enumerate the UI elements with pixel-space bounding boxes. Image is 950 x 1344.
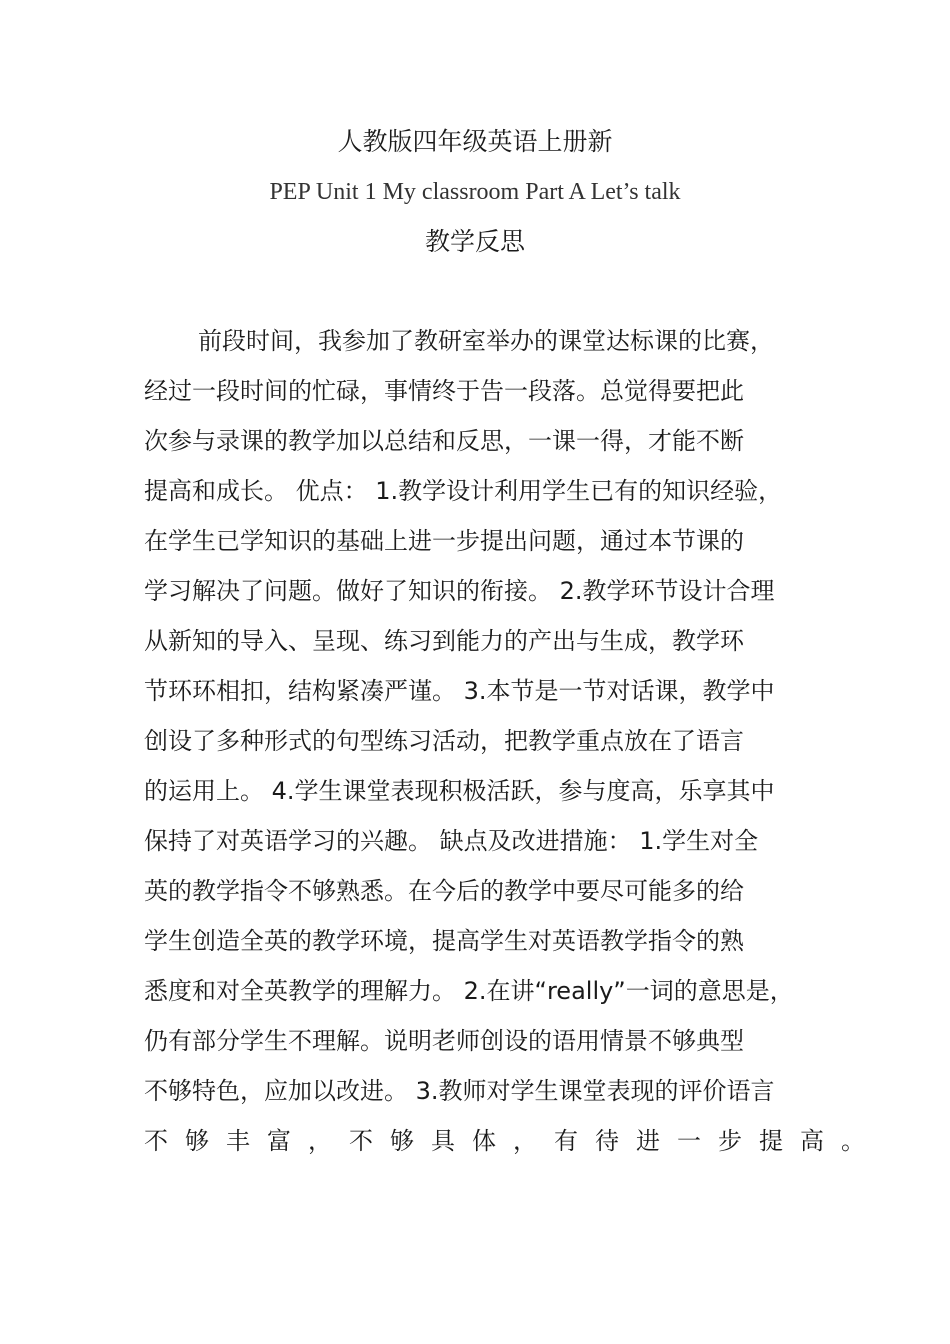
body-line: 不够特色，应加以改进。 3.教师对学生课堂表现的评价语言 [144, 1077, 775, 1105]
body-line: 经过一段时间的忙碌，事情终于告一段落。总觉得要把此 [144, 377, 744, 405]
body-line: 提高和成长。 优点： 1.教学设计利用学生已有的知识经验， [144, 477, 783, 505]
body-line: 仍有部分学生不理解。说明老师创设的语用情景不够典型 [144, 1027, 744, 1055]
body-line: 保持了对英语学习的兴趣。 缺点及改进措施： 1.学生对全 [144, 827, 759, 855]
body-line: 次参与录课的教学加以总结和反思，一课一得，才能不断 [144, 427, 744, 455]
body-line: 前段时间，我参加了教研室举办的课堂达标课的比赛， [198, 327, 774, 355]
body-line: 从新知的导入、呈现、练习到能力的产出与生成，教学环 [144, 627, 744, 655]
body-line: 的运用上。 4.学生课堂表现积极活跃，参与度高，乐享其中 [144, 777, 775, 805]
body-line: 创设了多种形式的句型练习活动，把教学重点放在了语言 [144, 727, 744, 755]
body-line: 节环环相扣，结构紧凑严谨。 3.本节是一节对话课，教学中 [144, 677, 775, 705]
document-subtitle-chinese: 教学反思 [424, 227, 525, 256]
body-line: 学生创造全英的教学环境，提高学生对英语教学指令的熟 [144, 927, 744, 955]
body-line: 英的教学指令不够熟悉。在今后的教学中要尽可能多的给 [144, 877, 744, 905]
document-subtitle-english: PEP Unit 1 My classroom Part A Let’s talk [269, 179, 681, 205]
body-line: 悉度和对全英教学的理解力。 2.在讲“really”一词的意思是， [144, 977, 794, 1005]
body-line: 学习解决了问题。做好了知识的衔接。 2.教学环节设计合理 [144, 577, 775, 605]
body-line: 不够丰富，不够具体，有待进一步提高。 [144, 1127, 882, 1155]
body-line: 在学生已学知识的基础上进一步提出问题，通过本节课的 [144, 527, 744, 555]
document-title: 人教版四年级英语上册新 [337, 127, 613, 156]
